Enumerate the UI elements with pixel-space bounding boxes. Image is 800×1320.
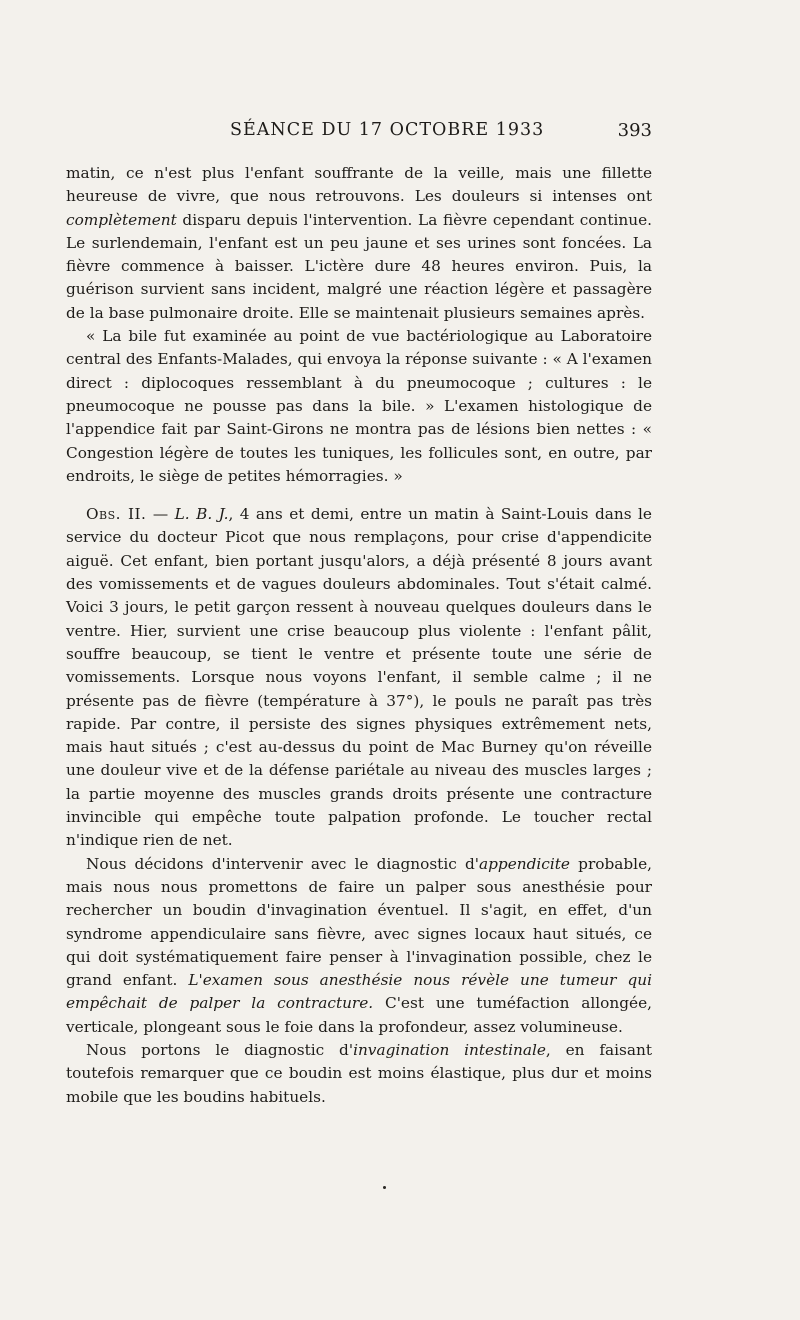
dash: — [146, 505, 175, 524]
emphasis-text: L'examen sous anesthésie nous révèle une tumeur qui empêchait de palper la contracture. [66, 971, 652, 1013]
paragraph-continuation [66, 162, 652, 325]
paragraph-text: « La bile fut examinée au point de vue bactériologique au Laboratoire central des Enfants-Malades, qui envoya la réponse suivante : « A l'examen direct : diplocoques ressemblant à du pneumocoque ; cultures : le pneumocoque ne pousse pas dans la bile. » L'examen histologique de l'appendice fait par Saint-Girons ne montra pas de lésions bien nettes : « Congestion légère de toutes les tuniques, les follicules sont, en outre, par endroits, le siège de petites hémorragies. » [66, 327, 652, 485]
paragraph-diagnosis [66, 1039, 652, 1109]
paragraph-text: disparu depuis l'intervention. La fièvre cependant continue. Le surlendemain, l'enfant est un peu jaune et ses urines sont foncées. La fièvre commence à baisser. L'ictère dure 48 heures environ. Puis, la guérison survient sans incident, malgré une réaction légère et passagère de la base pulmonaire droite. Elle se maintenait plusieurs semaines après. [66, 210, 652, 322]
emphasis-text: invagination intestinale [353, 1040, 546, 1059]
paragraph-text: Nous décidons d'intervenir avec le diagnostic d' [86, 854, 479, 873]
paragraph-text: Nous portons le diagnostic d' [86, 1040, 354, 1059]
paragraph-bile-exam [66, 325, 652, 488]
observation-label: Obs. II. [86, 505, 147, 524]
paragraph-text: probable, mais nous nous promettons de faire un palper sous anesthésie pour rechercher un boudin d'invagination éventuel. Il s'agit, en effet, d'un syndrome appendiculaire sans fièvre, avec signes locaux haut situés, ce qui doit systématiquement faire penser à l'invagination possible, chez le grand enfant. [66, 854, 652, 990]
paragraph-text: C'est une tuméfaction allongée, verticale, plongeant sous le foie dans la profondeur, assez volumineuse. [66, 994, 652, 1036]
emphasis-text: complètement [66, 210, 177, 229]
emphasis-text: appendicite [479, 854, 570, 873]
paragraph-text: matin, ce n'est plus l'enfant souffrante de la veille, mais une fillette heureuse de vivre, que nous retrouvons. Les douleurs si intenses ont [66, 164, 652, 206]
running-header [66, 120, 652, 150]
header-title: SÉANCE DU 17 OCTOBRE 1933 [230, 120, 545, 140]
paragraph-text: , en faisant toutefois remarquer que ce boudin est moins élastique, plus dur et moins mobile que les boudins habituels. [66, 1040, 652, 1106]
paragraph-text: , 4 ans et demi, entre un matin à Saint-Louis dans le service du docteur Picot que nous remplaçons, pour crise d'appendicite aiguë. Cet enfant, bien portant jusqu'alors, a déjà présenté 8 jours avant des vomissements et de vagues douleurs abdominales. Tout s'était calmé. Voici 3 jours, le petit garçon ressent à nouveau quelques douleurs dans le ventre. Hier, survient une crise beaucoup plus violente : l'enfant pâlit, souffre beaucoup, se tient le ventre et présente toute une série de vomissements. Lorsque nous voyons l'enfant, il semble calme ; il ne présente pas de fièvre (température à 37°), le pouls ne paraît pas très rapide. Par contre, il persiste des signes physiques extrêmement nets, mais haut situés ; c'est au-dessus du point de Mac Burney qu'on réveille une douleur vive et de la défense pariétale au niveau des muscles larges ; la partie moyenne des muscles grands droits présente une contracture invincible qui empêche toute palpation profonde. Le toucher rectal n'indique rien de net. [66, 505, 652, 850]
body-text [66, 162, 652, 1109]
page-number: 393 [617, 120, 652, 141]
patient-initials: L. B. J. [174, 505, 229, 524]
paragraph-observation-2 [66, 503, 652, 852]
paragraph-decision [66, 853, 652, 1039]
ink-dot [383, 1186, 386, 1189]
